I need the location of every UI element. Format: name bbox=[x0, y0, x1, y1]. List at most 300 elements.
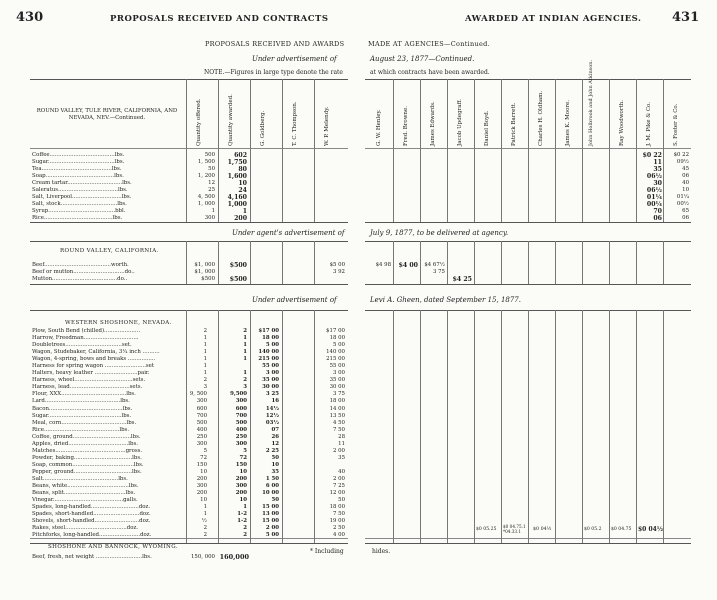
cell: 200 bbox=[235, 490, 247, 497]
cell: 35 00 bbox=[329, 377, 345, 384]
cell: 45 bbox=[682, 166, 689, 173]
cell: 1 bbox=[203, 356, 207, 363]
cell: 9,500 bbox=[230, 391, 247, 398]
cell: 3 00 bbox=[265, 370, 279, 377]
cell: 400 bbox=[196, 426, 207, 433]
cell: 70 bbox=[653, 208, 662, 216]
cell: 50 bbox=[271, 497, 279, 504]
cell: 1 bbox=[211, 208, 215, 215]
s2-right-ital: July 9, 1877, to be delivered at agency. bbox=[370, 229, 509, 237]
list-item: Lard............................................lbs. bbox=[32, 398, 130, 405]
cell: 3 bbox=[203, 384, 207, 391]
cell: 18 00 bbox=[329, 335, 345, 342]
cell: 300 bbox=[196, 440, 207, 447]
s2-vr bbox=[250, 241, 251, 284]
list-item: Sugar...........................................lbs. bbox=[32, 412, 132, 419]
cell: 15 00 bbox=[262, 518, 279, 525]
cell: 18 00 bbox=[262, 335, 279, 342]
s3-left-top-rule bbox=[30, 310, 348, 311]
list-item: Spades, short-handled...........................doz. bbox=[32, 511, 151, 518]
cell: 2 bbox=[243, 328, 247, 334]
cell: 01¼ bbox=[676, 194, 689, 201]
cell: 06 bbox=[682, 215, 689, 222]
cell: 1-2 bbox=[237, 518, 247, 525]
cell bbox=[394, 276, 418, 283]
list-item: Beans, white....................................lbs. bbox=[32, 483, 139, 490]
cell: 3 75 bbox=[332, 391, 345, 398]
right-running-head: AWARDED AT INDIAN AGENCIES. bbox=[465, 14, 642, 24]
cell: 500 bbox=[235, 419, 247, 426]
cell: 3 00 bbox=[332, 370, 345, 377]
s2-left-top-rule bbox=[30, 241, 348, 242]
cell: 9, 500 bbox=[189, 391, 207, 398]
s1-col-awarded: Quantity awarded. bbox=[228, 94, 234, 146]
s1-left-ital: Under advertisement of bbox=[252, 55, 337, 63]
cell: 50 bbox=[208, 166, 215, 173]
s1-vr bbox=[609, 79, 610, 222]
s3-beef-bid-boyd: $0 05.25 bbox=[476, 527, 497, 532]
cell: 2 00 bbox=[332, 475, 345, 482]
cell: $4 25 bbox=[452, 276, 472, 284]
s1-foster bbox=[664, 152, 689, 222]
list-item: Coffee, ground..................................lbs. bbox=[32, 433, 141, 440]
s1-col-holbrook: John Holbrook and John Atkinson. bbox=[588, 59, 594, 146]
cell: $0 22 bbox=[673, 152, 689, 158]
cell bbox=[315, 462, 345, 469]
s3-thompson bbox=[315, 328, 345, 539]
cell: 400 bbox=[235, 426, 247, 433]
cell: 11 bbox=[653, 159, 662, 167]
cell: 12 bbox=[271, 440, 279, 447]
cell: $4 67½ bbox=[424, 262, 445, 268]
s1-pike bbox=[637, 152, 662, 222]
cell: 250 bbox=[235, 433, 247, 440]
list-item: Beans, split....................................lbs. bbox=[32, 490, 136, 497]
list-item: Bacon...........................................lbs. bbox=[32, 405, 133, 412]
cell: 72 bbox=[200, 454, 207, 461]
left-page-number: 430 bbox=[16, 10, 44, 25]
s2-edwards bbox=[421, 262, 445, 283]
cell: 06 bbox=[682, 173, 689, 180]
s1-left-head-rule bbox=[30, 148, 348, 149]
cell: 07 bbox=[271, 426, 279, 433]
cell: 600 bbox=[196, 405, 207, 412]
list-item: Tea.........................................lbs. bbox=[32, 166, 122, 173]
cell: 50 bbox=[271, 454, 279, 461]
cell bbox=[421, 276, 445, 283]
s2-vr bbox=[528, 241, 529, 284]
s3-vr bbox=[528, 310, 529, 543]
s2-vr bbox=[501, 241, 502, 284]
cell bbox=[219, 269, 247, 276]
cell: 5 bbox=[203, 447, 207, 454]
left-running-head: PROPOSALS RECEIVED AND CONTRACTS bbox=[110, 14, 329, 24]
list-item: Mutton......................................do.. bbox=[32, 276, 128, 283]
list-item: Shovels, short-handled..........................doz. bbox=[32, 518, 151, 525]
cell: 1 bbox=[243, 335, 247, 342]
s2-vr bbox=[474, 241, 475, 284]
cell: $1, 000 bbox=[194, 262, 215, 268]
list-item: Harness, lead...................................sets. bbox=[32, 384, 143, 391]
cell: 1,000 bbox=[227, 201, 247, 209]
cell: 40 bbox=[338, 468, 345, 475]
s1-right-note: at which contracts have been awarded. bbox=[370, 69, 490, 76]
list-item: Pitchforks, long-handled........................doz. bbox=[32, 532, 152, 539]
s1-col-browne: Fred. Browne. bbox=[403, 106, 409, 146]
cell: 7 50 bbox=[332, 426, 345, 433]
cell: 5 00 bbox=[265, 342, 279, 349]
cell: 1 bbox=[203, 335, 207, 342]
cell: 215 00 bbox=[258, 356, 279, 363]
cell: 06½ bbox=[646, 187, 662, 195]
s3-offered bbox=[187, 328, 207, 539]
s1-offered bbox=[187, 152, 215, 222]
s1-col-foster: S. Foster & Co. bbox=[673, 103, 679, 146]
list-item: Beef.......................................worth. bbox=[32, 262, 129, 268]
cell: 300 bbox=[196, 398, 207, 405]
cell: 300 bbox=[235, 398, 247, 405]
s2-left-ital: Under agent's advertisement of bbox=[232, 229, 345, 237]
cell: 80 bbox=[238, 166, 247, 174]
s2-vr bbox=[609, 241, 610, 284]
cell: 35 bbox=[338, 454, 345, 461]
cell: 14½ bbox=[265, 405, 279, 412]
cell: 2 50 bbox=[332, 525, 345, 532]
s1-col-melendy: W. P. Melendy. bbox=[324, 106, 330, 146]
cell: 1 bbox=[203, 370, 207, 377]
cell: 300 bbox=[235, 440, 247, 447]
cell: $500 bbox=[201, 276, 215, 283]
s1-vr bbox=[501, 79, 502, 222]
cell: 3 25 bbox=[265, 391, 279, 398]
list-item: Pepper, ground..................................lbs. bbox=[32, 468, 142, 475]
cell: 3 92 bbox=[332, 269, 345, 276]
s1-col-pike: J. M. Pike & Co. bbox=[646, 101, 652, 146]
cell: 10 bbox=[682, 187, 689, 194]
cell: 01¼ bbox=[646, 194, 662, 202]
cell: 35 bbox=[271, 468, 279, 475]
cell: 1 bbox=[203, 363, 207, 370]
s1-col-thompson: T. C. Thompson. bbox=[292, 101, 298, 146]
list-item: Rice............................................lbs. bbox=[32, 426, 130, 433]
cell: 18 00 bbox=[329, 398, 345, 405]
cell: 500 bbox=[196, 419, 207, 426]
left-footnote: * Including bbox=[310, 548, 344, 555]
cell: 1 bbox=[203, 349, 207, 356]
cell: 50 bbox=[338, 497, 345, 504]
cell: 602 bbox=[234, 152, 247, 159]
s3-beef-item: Beef, fresh, net weight ...........................lbs. bbox=[32, 554, 152, 560]
list-item: Syrup.......................................bbl. bbox=[32, 208, 126, 215]
cell: 1 bbox=[203, 511, 207, 518]
s2-vr bbox=[555, 241, 556, 284]
cell: 10 00 bbox=[262, 490, 279, 497]
list-item: Beef or mutton..............................do.. bbox=[32, 269, 135, 276]
cell: 4 00 bbox=[332, 532, 345, 539]
s1-vr bbox=[250, 79, 251, 222]
cell: 25 bbox=[208, 187, 215, 194]
cell: $4 00 bbox=[398, 262, 418, 269]
s1-col-oldham: Charles H. Oldham. bbox=[538, 90, 544, 146]
list-item: Spades, long-handled............................doz. bbox=[32, 504, 151, 511]
cell: 300 bbox=[235, 483, 247, 490]
s1-vr bbox=[528, 79, 529, 222]
s2-vr bbox=[663, 241, 664, 284]
cell bbox=[366, 276, 391, 283]
s3-vr bbox=[609, 310, 610, 543]
cell: 140 00 bbox=[258, 349, 279, 356]
cell: 24 bbox=[238, 187, 247, 195]
cell: 2 bbox=[243, 525, 247, 532]
s1-vr bbox=[282, 79, 283, 222]
cell: 4, 500 bbox=[197, 194, 215, 201]
cell: 12 00 bbox=[329, 490, 345, 497]
s1-agency: ROUND VALLEY, TULE RIVER, CALIFORNIA, AND NEVADA, NEV.—Continued. bbox=[36, 108, 178, 121]
cell: 35 bbox=[653, 166, 662, 174]
cell: 250 bbox=[196, 433, 207, 440]
s1-vr bbox=[393, 79, 394, 222]
s2-vr bbox=[282, 241, 283, 284]
list-item: Powder, baking..................................lbs. bbox=[32, 454, 142, 461]
s1-vr bbox=[447, 79, 448, 222]
cell: 35 00 bbox=[262, 377, 279, 384]
cell: 12½ bbox=[265, 412, 279, 419]
cell: 03½ bbox=[265, 419, 279, 426]
cell: $1, 000 bbox=[194, 269, 215, 276]
s2-vr bbox=[636, 241, 637, 284]
cell: 13 50 bbox=[329, 412, 345, 419]
s1-left-top-rule bbox=[30, 79, 348, 80]
cell: 1 50 bbox=[265, 475, 279, 482]
cell: 00½ bbox=[676, 201, 689, 208]
cell: 65 bbox=[682, 208, 689, 215]
cell: 600 bbox=[235, 405, 247, 412]
cell: $500 bbox=[229, 262, 247, 269]
cell: 1 bbox=[242, 208, 247, 216]
cell: 06 bbox=[653, 215, 662, 223]
cell: $0 22 bbox=[642, 152, 662, 159]
cell: 5 00 bbox=[265, 532, 279, 539]
cell: 18 00 bbox=[329, 504, 345, 511]
cell bbox=[315, 276, 345, 283]
s1-col-updegraff: Jacob Updegraff. bbox=[457, 99, 463, 146]
s3-vr bbox=[555, 310, 556, 543]
cell bbox=[366, 269, 391, 276]
cell: 1 bbox=[203, 342, 207, 349]
s1-vr bbox=[555, 79, 556, 222]
cell: $17 00 bbox=[258, 328, 279, 334]
list-item: Wagon, 4-spring, bows and breaks ................ bbox=[32, 356, 156, 363]
list-item: Flour, XXX......................................lbs. bbox=[32, 391, 136, 398]
cell bbox=[394, 269, 418, 276]
s3-vr bbox=[393, 310, 394, 543]
list-item: Salt, stock.................................lbs. bbox=[32, 201, 127, 208]
cell: 13 00 bbox=[262, 511, 279, 518]
cell: 140 00 bbox=[326, 349, 345, 356]
s3-left-ital: Under advertisement of bbox=[252, 296, 337, 304]
s2-agency: ROUND VALLEY, CALIFORNIA. bbox=[60, 248, 159, 254]
left-subtitle: PROPOSALS RECEIVED AND AWARDS bbox=[205, 40, 345, 48]
cell: 150 bbox=[196, 461, 207, 468]
cell: 1 bbox=[243, 349, 247, 356]
cell: $5 00 bbox=[329, 262, 345, 268]
right-subtitle: MADE AT AGENCIES—Continued. bbox=[368, 40, 490, 48]
s2-awarded bbox=[219, 262, 247, 283]
s3-vr bbox=[636, 310, 637, 543]
right-footnote: hides. bbox=[372, 548, 391, 555]
cell: 2 25 bbox=[265, 447, 279, 454]
cell: 3 75 bbox=[432, 269, 445, 276]
s3-beef-awarded: 160,000 bbox=[219, 553, 249, 561]
cell: 2 bbox=[203, 377, 207, 384]
list-item: Cream tartar................................lbs. bbox=[32, 180, 132, 187]
s1-awarded bbox=[219, 152, 247, 222]
cell: 16 bbox=[271, 398, 279, 405]
list-item: Soap, common....................................lbs. bbox=[32, 461, 144, 468]
s2-browne bbox=[394, 262, 418, 283]
s2-vr bbox=[582, 241, 583, 284]
cell: 06½ bbox=[646, 173, 662, 181]
right-page-number: 431 bbox=[672, 10, 700, 25]
cell: 200 bbox=[235, 475, 247, 482]
cell: 2 00 bbox=[332, 447, 345, 454]
cell: 5 bbox=[243, 447, 247, 454]
cell: 7 25 bbox=[332, 483, 345, 490]
s2-items bbox=[32, 262, 184, 283]
cell: 1, 200 bbox=[197, 173, 215, 180]
cell: 4 50 bbox=[332, 419, 345, 426]
list-item: Rice........................................lbs. bbox=[32, 215, 123, 222]
cell: 26 bbox=[271, 433, 279, 440]
s1-vr bbox=[314, 79, 315, 222]
s3-vr bbox=[582, 310, 583, 543]
s3-awarded bbox=[219, 328, 247, 539]
cell: 30 bbox=[653, 180, 662, 188]
s3-items bbox=[32, 328, 184, 539]
cell: 11 bbox=[338, 440, 345, 447]
cell: 1, 500 bbox=[197, 159, 215, 166]
cell: 10 bbox=[239, 497, 247, 504]
cell: 6 00 bbox=[265, 483, 279, 490]
cell: 1 bbox=[243, 504, 247, 511]
list-item: Coffee......................................lbs. bbox=[32, 152, 125, 158]
cell: 19 00 bbox=[329, 518, 345, 525]
cell: 3 bbox=[243, 384, 247, 391]
cell: ½ bbox=[201, 518, 207, 525]
cell: 10 bbox=[238, 180, 247, 188]
cell: 2 bbox=[243, 377, 247, 384]
list-item: Salt, Liverpool.............................lbs. bbox=[32, 194, 132, 201]
cell: 12 bbox=[208, 180, 215, 187]
cell: $500 bbox=[229, 276, 247, 284]
list-item: Vinegar.........................................galls. bbox=[32, 497, 138, 504]
s1-col-woodworth: Ray Woodworth. bbox=[619, 100, 625, 146]
cell: 10 bbox=[239, 468, 247, 475]
s2-updegraff bbox=[448, 262, 472, 283]
s3-beef-bid-oldham: $0 04½ bbox=[533, 527, 552, 532]
s1-col-boyd: Daniel Boyd. bbox=[484, 110, 490, 146]
s3-sub-agency: SHOSHONE AND BANNOCK, WYOMING. bbox=[48, 544, 178, 550]
cell: 1 bbox=[203, 504, 207, 511]
s2-henley bbox=[366, 262, 391, 283]
cell bbox=[448, 269, 472, 276]
s3-beef-bid-woodworth: $0 04.75 bbox=[611, 527, 632, 532]
s1-vr bbox=[474, 79, 475, 222]
cell: 1,750 bbox=[227, 159, 247, 167]
list-item: Halters, heavy leather .........................pair. bbox=[32, 370, 150, 377]
cell: 10 bbox=[200, 497, 207, 504]
cell: $4 98 bbox=[375, 262, 391, 268]
s3-goldberg bbox=[251, 328, 279, 539]
s1-vr bbox=[420, 79, 421, 222]
cell: 1, 000 bbox=[197, 201, 215, 208]
s3-vr bbox=[420, 310, 421, 543]
list-item: Harness, wheel..................................sets. bbox=[32, 377, 146, 384]
cell: 200 bbox=[234, 215, 247, 223]
cell: 700 bbox=[196, 412, 207, 419]
cell: 55 00 bbox=[329, 363, 345, 370]
cell: 300 bbox=[196, 483, 207, 490]
s3-beef-offered: 150, 000 bbox=[190, 554, 215, 560]
s2-right-bottom-rule bbox=[365, 284, 691, 285]
cell: 55 00 bbox=[262, 363, 279, 370]
cell: 10 bbox=[200, 468, 207, 475]
list-item: Meal, corn......................................lbs. bbox=[32, 419, 137, 426]
cell: 1,600 bbox=[227, 173, 247, 181]
cell: 7 50 bbox=[332, 511, 345, 518]
s3-vr bbox=[501, 310, 502, 543]
cell: 14 00 bbox=[329, 405, 345, 412]
cell: 200 bbox=[196, 475, 207, 482]
list-item: Harness for spring wagon ........................set bbox=[32, 363, 155, 370]
cell: 2 bbox=[203, 532, 207, 539]
cell: 1 bbox=[243, 342, 247, 349]
list-item: Sugar.......................................lbs. bbox=[32, 159, 125, 166]
cell: 00¼ bbox=[646, 201, 662, 209]
cell: $17 00 bbox=[326, 328, 345, 334]
s3-right-ital: Levi A. Gheen, dated September 15, 1877. bbox=[370, 296, 521, 304]
cell: 1-2 bbox=[237, 511, 247, 518]
cell: 4,160 bbox=[227, 194, 247, 202]
list-item: Saleratus...................................lbs. bbox=[32, 187, 128, 194]
s1-right-ital: August 23, 1877—Continued. bbox=[370, 55, 475, 63]
list-item: Rakes, steel....................................doz. bbox=[32, 525, 139, 532]
s3-vr bbox=[474, 310, 475, 543]
s1-col-henley: G. W. Henley. bbox=[376, 109, 382, 146]
cell: 28 bbox=[338, 433, 345, 440]
cell: 215 00 bbox=[326, 356, 345, 363]
cell: 300 bbox=[204, 215, 215, 222]
cell: 2 bbox=[243, 532, 247, 539]
cell: 09½ bbox=[676, 159, 689, 166]
s1-col-edwards: James Edwards. bbox=[430, 101, 436, 146]
cell: 72 bbox=[239, 454, 247, 461]
list-item: Matches.........................................gross. bbox=[32, 447, 143, 454]
cell: 2 00 bbox=[265, 525, 279, 532]
cell: 30 00 bbox=[329, 384, 345, 391]
list-item: Plow, South Bend (chilled)..................... bbox=[32, 328, 141, 334]
s3-right-bottom-rule bbox=[365, 543, 691, 544]
s3-beef-bid-pike: $0 04½ bbox=[638, 526, 664, 533]
cell: 30 00 bbox=[262, 384, 279, 391]
s2-left-bottom-rule bbox=[30, 284, 348, 285]
list-item: Apples, dried...................................lbs. bbox=[32, 440, 138, 447]
cell: 150 bbox=[235, 461, 247, 468]
cell: 500 bbox=[204, 152, 215, 158]
cell: 1 bbox=[243, 356, 247, 363]
list-item: Salt............................................lbs. bbox=[32, 475, 128, 482]
cell: 1 bbox=[243, 370, 247, 377]
